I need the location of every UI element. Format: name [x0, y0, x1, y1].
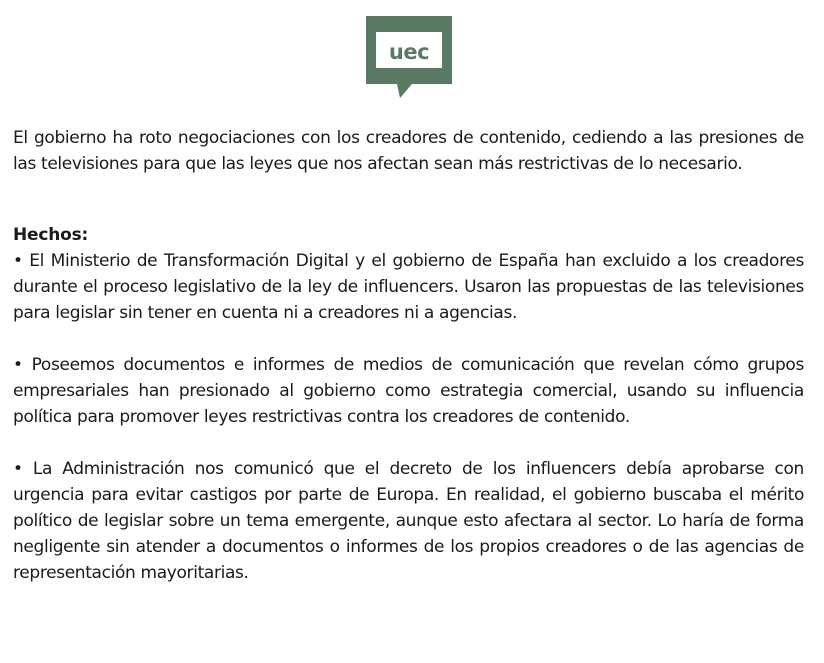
spacer [13, 430, 804, 456]
fact-item: • El Ministerio de Transformación Digital y el gobierno de España han excluido a los creadores durante el proceso legislativo de la ley de influencers. Usaron las propuestas de las televisiones para legislar sin tener en cuenta ni a creadores ni a agencias. [13, 251, 804, 323]
fact-item: • La Administración nos comunicó que el decreto de los influencers debía aprobarse con urgencia para evitar castigos por parte de Europa. En realidad, el gobierno buscaba el mérito político de legislar sobre un tema emergente, aunque esto afectara al sector. Lo haría de forma negligente sin atender a documentos o informes de los propios creadores o de las agencias de representación mayoritarias. [13, 459, 804, 583]
statement-body [13, 125, 804, 586]
spacer [13, 177, 804, 222]
fact-item: • Poseemos documentos e informes de medios de comunicación que revelan cómo grupos empresariales han presionado al gobierno como estrategia comercial, usando su influencia política para promover leyes restrictivas contra los creadores de contenido. [13, 355, 804, 427]
logo-text: uec [388, 40, 430, 64]
intro-paragraph: El gobierno ha roto negociaciones con los creadores de contenido, cediendo a las presiones de las televisiones para que las leyes que nos afectan sean más restrictivas de lo necesario. [13, 128, 804, 174]
facts-heading: Hechos: [13, 225, 89, 245]
spacer [13, 326, 804, 352]
uec-logo [366, 16, 452, 100]
